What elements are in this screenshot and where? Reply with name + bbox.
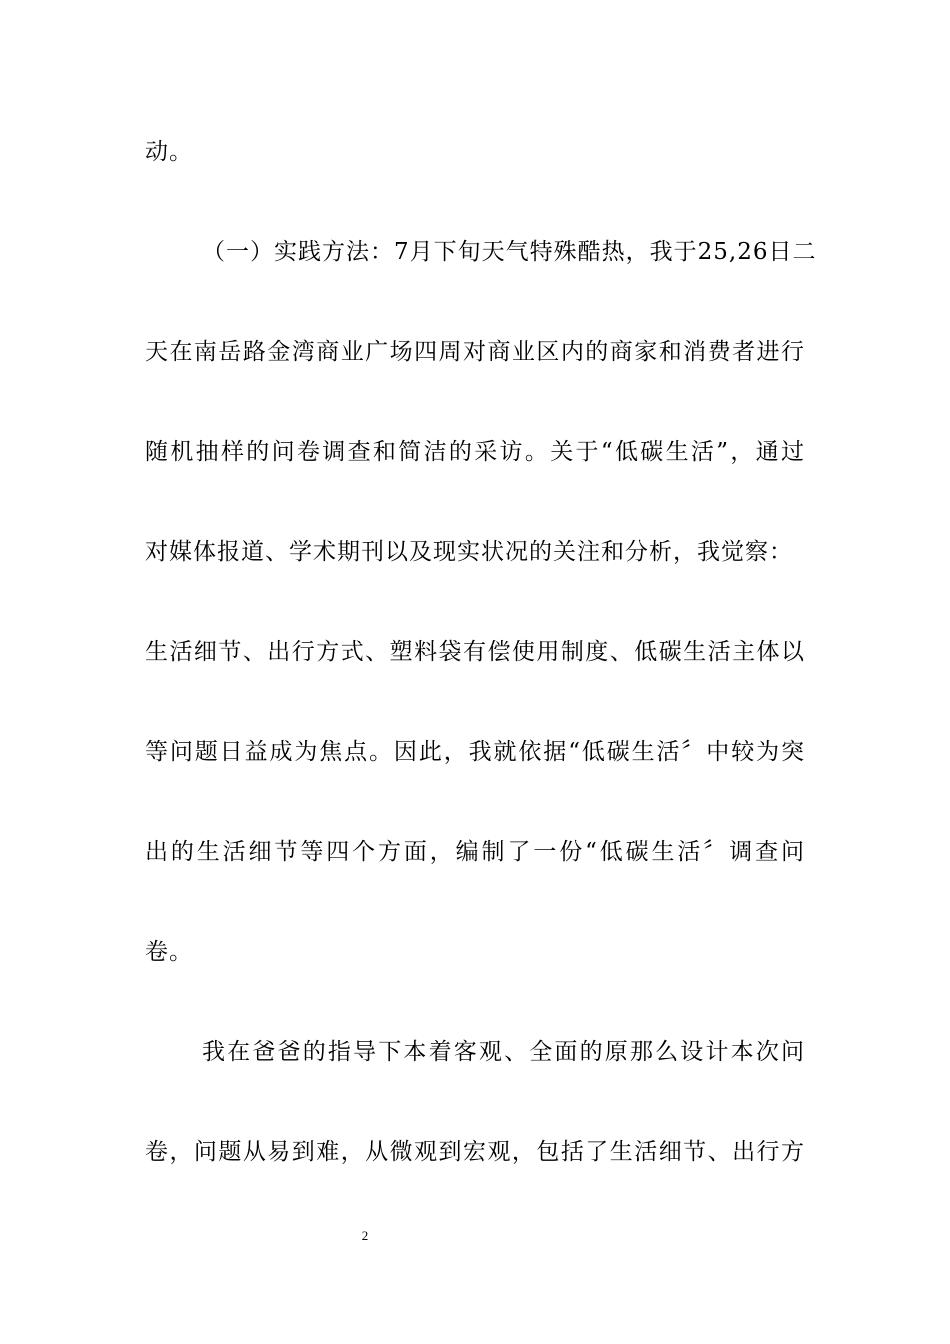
text-line: 天在南岳路金湾商业广场四周对商业区内的商家和消费者进行 xyxy=(145,339,805,365)
page-number: 2 xyxy=(361,1228,369,1243)
text-line: 对媒体报道、学术期刊以及现实状况的关注和分析，我觉察： xyxy=(145,539,793,565)
text-line: 随机抽样的问卷调查和简洁的采访。关于“低碳生活”，通过 xyxy=(145,439,805,465)
text-line: 卷。 xyxy=(145,939,193,965)
text-line: 动。 xyxy=(145,139,193,165)
paragraph-first-line: 我在爸爸的指导下本着客观、全面的原那么设计本次问 xyxy=(202,1039,805,1065)
text-line: 等问题日益成为焦点。因此，我就依据“低碳生活〞中较为突 xyxy=(145,739,805,765)
text-line: 出的生活细节等四个方面，编制了一份“低碳生活〞调查问 xyxy=(145,839,805,865)
text-line: 卷，问题从易到难，从微观到宏观，包括了生活细节、出行方 xyxy=(145,1139,805,1165)
text-line: 生活细节、出行方式、塑料袋有偿使用制度、低碳生活主体以 xyxy=(145,639,805,665)
paragraph-first-line: （一）实践方法：7月下旬天气特殊酷热，我于25,26日二 xyxy=(202,239,817,265)
